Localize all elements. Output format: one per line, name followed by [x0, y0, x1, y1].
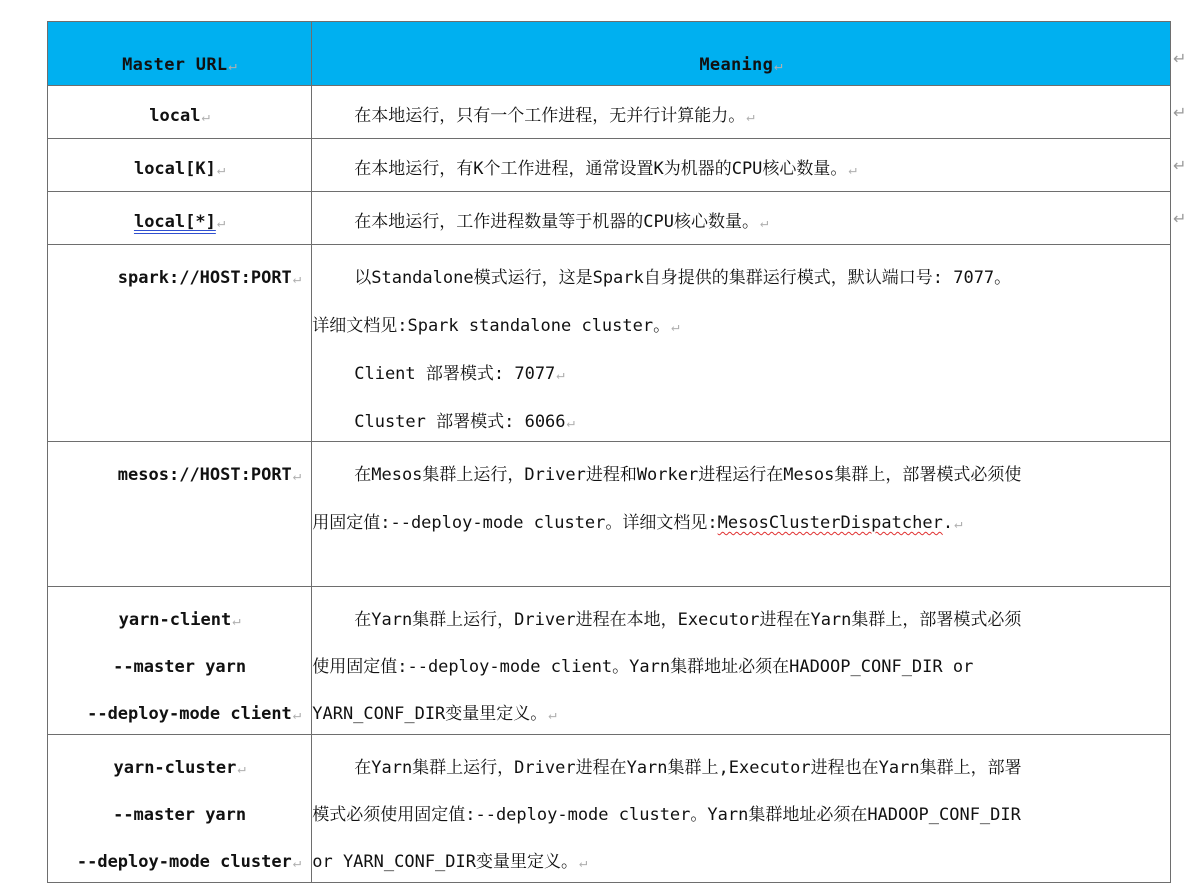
- url-cell: yarn-client↵ --master yarn --deploy-mode client↵: [48, 587, 312, 735]
- meaning-cell: 在本地运行，只有一个工作进程，无并行计算能力。↵: [312, 86, 1171, 139]
- meaning-cell: 在Yarn集群上运行，Driver进程在Yarn集群上,Executor进程也在Yarn集群上，部署 模式必须使用固定值:--deploy-mode cluster。Yarn集群地址必须在HADOOP_CONF_DIR or YARN_CONF_DIR变量里定义。↵: [312, 735, 1171, 883]
- url-cell: spark://HOST:PORT↵: [48, 245, 312, 442]
- header-meaning: Meaning↵: [312, 22, 1171, 86]
- meaning-cell: 在本地运行，工作进程数量等于机器的CPU核心数量。↵: [312, 192, 1171, 245]
- url-cell: yarn-cluster↵ --master yarn --deploy-mode cluster↵: [48, 735, 312, 883]
- table-row: [48, 245, 1171, 442]
- url-cell: local↵: [48, 86, 312, 139]
- master-url-table: [47, 21, 1171, 883]
- header-master-url: Master URL↵: [48, 22, 312, 86]
- table-row: [48, 587, 1171, 735]
- table-row: [48, 192, 1171, 245]
- misspelled-word: MesosClusterDispatcher: [717, 513, 943, 533]
- row-end-mark: ↵: [1173, 209, 1187, 228]
- table-row: [48, 86, 1171, 139]
- url-cell: local[K]↵: [48, 139, 312, 192]
- table-header-row: [48, 22, 1171, 86]
- row-end-mark: ↵: [1173, 156, 1187, 175]
- table-row: [48, 139, 1171, 192]
- paragraph-mark: ↵: [228, 58, 238, 74]
- url-cell: local[*]↵: [48, 192, 312, 245]
- row-end-mark: ↵: [1173, 49, 1187, 68]
- row-end-mark: ↵: [1173, 103, 1187, 122]
- meaning-cell: 在Mesos集群上运行，Driver进程和Worker进程运行在Mesos集群上，部署模式必须使 用固定值:--deploy-mode cluster。详细文档见:MesosClusterDispatcher.↵: [312, 442, 1171, 587]
- meaning-cell: 在本地运行，有K个工作进程，通常设置K为机器的CPU核心数量。↵: [312, 139, 1171, 192]
- table-row: [48, 735, 1171, 883]
- url-cell: mesos://HOST:PORT↵: [48, 442, 312, 587]
- paragraph-mark: ↵: [774, 58, 783, 74]
- meaning-cell: 在Yarn集群上运行，Driver进程在本地，Executor进程在Yarn集群上，部署模式必须 使用固定值:--deploy-mode client。Yarn集群地址必须在HADOOP_CONF_DIR or YARN_CONF_DIR变量里定义。↵: [312, 587, 1171, 735]
- meaning-cell: 以Standalone模式运行，这是Spark自身提供的集群运行模式，默认端口号: 7077。 详细文档见:Spark standalone cluster。↵ Client 部署模式: 7077↵ Cluster 部署模式: 6066↵: [312, 245, 1171, 442]
- table-row: [48, 442, 1171, 587]
